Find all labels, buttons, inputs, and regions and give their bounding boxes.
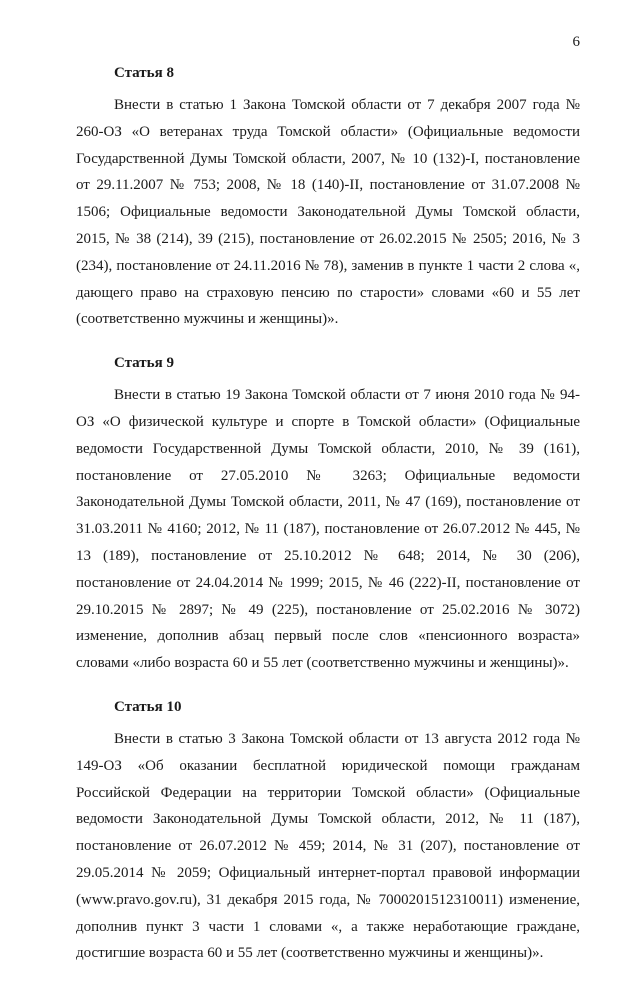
article-heading: Статья 8 <box>114 65 174 81</box>
article-paragraph: Внести в статью 19 Закона Томской области от 7 июня 2010 года № 94-ОЗ «О физической культуре и спорте в Томской области» (Официальные ведомости Государственной Думы Томской области, 2010, № 39 (161), постановление от 27.05.2010 № 3263; Официальные ведомости Законодательной Думы Томской области, 2011, № 47 (169), постановление от 31.03.2011 № 4160; 2012, № 11 (187), постановление от 26.07.2012 № 445, № 13 (189), постановление от 25.10.2012 № 648; 2014, № 30 (206), постановление от 24.04.2014 № 1999; 2015, № 46 (222)-II, постановление от 29.10.2015 № 2897; № 49 (225), постановление от 25.02.2016 № 3072) изменение, дополнив абзац первый после слов «пенсионного возраста» словами «либо возраста 60 и 55 лет (соответственно мужчины и женщины)». <box>76 387 580 672</box>
article-paragraph: Внести в статью 3 Закона Томской области от 13 августа 2012 года № 149-ОЗ «Об оказании бесплатной юридической помощи гражданам Российской Федерации на территории Томской области» (Официальные ведомости Законодательной Думы Томской области, 2012, № 11 (187), постановление от 26.07.2012 № 459; 2014, № 31 (207), постановление от 29.05.2014 № 2059; Официальный интернет-портал правовой информации (www.pravo.gov.ru), 31 декабря 2015 года, № 7000201512310011) изменение, дополнив пункт 3 части 1 словами «, а также неработающие граждане, достигшие возраста 60 и 55 лет (соответственно мужчины и женщины)». <box>76 730 580 962</box>
article-8 <box>76 64 580 333</box>
article-9 <box>76 354 580 677</box>
page-number: 6 <box>572 34 580 50</box>
article-paragraph: Внести в статью 1 Закона Томской области от 7 декабря 2007 года № 260-ОЗ «О ветеранах труда Томской области» (Официальные ведомости Государственной Думы Томской области, 2007, № 10 (132)-I, постановление от 29.11.2007 № 753; 2008, № 18 (140)-II, постановление от 31.07.2008 № 1506; Официальные ведомости Законодательной Думы Томской области, 2015, № 38 (214), 39 (215), постановление от 26.02.2015 № 2505; 2016, № 3 (234), постановление от 24.11.2016 № 78), заменив в пункте 1 части 2 слова «, дающего право на страховую пенсию по старости» словами «60 и 55 лет (соответственно мужчины и женщины)». <box>76 97 580 328</box>
article-heading: Статья 9 <box>114 355 174 372</box>
article-heading: Статья 10 <box>114 698 182 715</box>
document-body <box>76 64 580 988</box>
article-10 <box>76 698 580 967</box>
